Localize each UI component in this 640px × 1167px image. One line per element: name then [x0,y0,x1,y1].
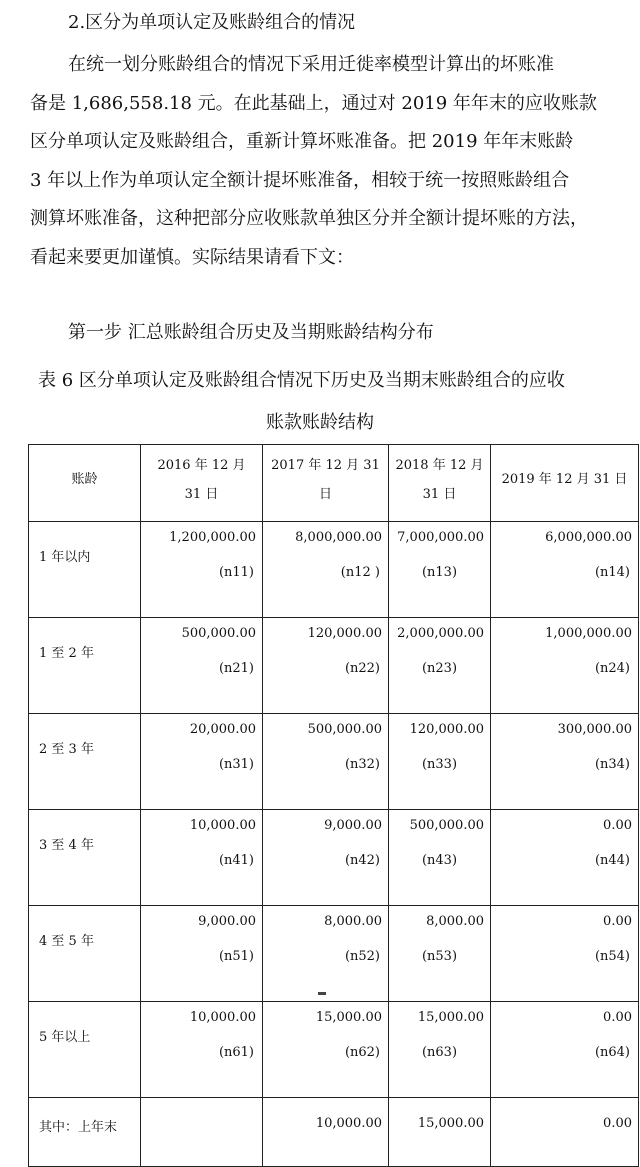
header-aging: 账龄 [29,445,141,522]
cell-code: (n41) [218,853,254,868]
cell-code: (n14) [594,565,630,580]
paragraph-line: 测算坏账准备，这种把部分应收账款单独区分并全额计提坏账的方法， [30,208,588,230]
paragraph-line: 备是 1,686,558.18 元。在此基础上，通过对 2019 年年末的应收账款 [30,92,597,114]
table-cell [389,906,491,1002]
cell-value: 0.00 [603,1116,632,1131]
cell-value: 500,000.00 [409,818,484,833]
cell-value: 1,000,000.00 [545,626,632,641]
cell-code: (n24) [594,661,630,676]
header-2016 [141,445,263,522]
cell-code: (n13) [421,565,458,580]
cell-code: (n64) [594,1045,630,1060]
table-cell [141,906,263,1002]
page-number-mark [318,992,326,995]
cell-value: 15,000.00 [417,1116,484,1131]
row-label: 4 至 5 年 [29,906,141,1002]
row-label: 5 年以上 [29,1002,141,1098]
cell-value: 20,000.00 [189,722,256,737]
cell-value: 9,000.00 [324,818,382,833]
body-paragraph [30,46,630,278]
table-cell [141,810,263,906]
cell-code: (n51) [218,949,254,964]
table-cell [141,1098,263,1167]
table-cell [491,810,639,906]
cell-code: (n53) [421,949,458,964]
table-row [29,522,639,618]
aging-structure-table [28,444,639,1167]
cell-code: (n44) [594,853,630,868]
row-label: 其中：上年末 [29,1098,141,1167]
row-label: 1 至 2 年 [29,618,141,714]
table-caption-continued: 账款账龄结构 [266,412,374,433]
cell-code: (n33) [421,757,458,772]
cell-code: (n54) [594,949,630,964]
table-header-row [29,445,639,522]
row-label: 2 至 3 年 [29,714,141,810]
row-label: 1 年以内 [29,522,141,618]
table-cell [389,714,491,810]
table-cell [491,1098,639,1167]
cell-value: 8,000.00 [426,914,484,929]
table-row [29,1002,639,1098]
cell-code: (n62) [344,1045,380,1060]
table-cell [141,1002,263,1098]
cell-code: (n63) [421,1045,458,1060]
paragraph-line: 看起来要更加谨慎。实际结果请看下文： [30,246,354,268]
row-label: 3 至 4 年 [29,810,141,906]
cell-code: (n34) [594,757,630,772]
cell-value: 6,000,000.00 [545,530,632,545]
cell-value: 10,000.00 [315,1116,382,1131]
cell-value: 15,000.00 [315,1010,382,1025]
cell-code: (n61) [218,1045,254,1060]
cell-value: 2,000,000.00 [397,626,484,641]
table-cell [263,906,389,1002]
table-row [29,714,639,810]
cell-value: 8,000,000.00 [295,530,382,545]
cell-value: 1,200,000.00 [169,530,256,545]
header-2018 [389,445,491,522]
section-heading: 2.区分为单项认定及账龄组合的情况 [68,12,356,33]
cell-code: (n21) [218,661,254,676]
cell-value: 10,000.00 [189,818,256,833]
cell-value: 10,000.00 [189,1010,256,1025]
cell-value: 15,000.00 [417,1010,484,1025]
cell-code: (n32) [344,757,380,772]
table-cell [263,522,389,618]
table-cell [389,1098,491,1167]
cell-value: 0.00 [603,1010,632,1025]
cell-code: (n23) [421,661,458,676]
table-cell [141,522,263,618]
table-cell [263,618,389,714]
table-cell [491,714,639,810]
cell-value [141,1098,262,1116]
header-line: 2016 年 12 月 [157,458,246,473]
cell-value: 500,000.00 [181,626,256,641]
table-cell [389,810,491,906]
header-line: 2017 年 12 月 31 [271,458,380,473]
header-2019: 2019 年 12 月 31 日 [491,445,639,522]
table-cell [491,618,639,714]
table-cell [263,1098,389,1167]
cell-code: (n11) [218,565,254,580]
table-row [29,618,639,714]
table-cell [141,714,263,810]
table-cell [491,906,639,1002]
header-line: 31 日 [184,487,219,502]
paragraph-line: 区分单项认定及账龄组合，重新计算坏账准备。把 2019 年年末账龄 [30,131,574,153]
table-cell [491,1002,639,1098]
cell-value: 120,000.00 [409,722,484,737]
cell-code: (n42) [344,853,380,868]
table-cell [263,714,389,810]
cell-code: (n43) [421,853,458,868]
cell-value: 9,000.00 [198,914,256,929]
table-cell [389,1002,491,1098]
cell-value: 8,000.00 [324,914,382,929]
header-line: 2018 年 12 月 [395,458,484,473]
table-cell [263,810,389,906]
cell-value: 7,000,000.00 [397,530,484,545]
cell-value: 500,000.00 [307,722,382,737]
cell-code: (n31) [218,757,254,772]
cell-code: (n52) [344,949,380,964]
header-line: 31 日 [422,487,457,502]
table-caption: 表 6 区分单项认定及账龄组合情况下历史及当期末账龄组合的应收 [38,370,565,391]
cell-value: 120,000.00 [307,626,382,641]
cell-value: 0.00 [603,818,632,833]
paragraph-line: 3 年以上作为单项认定全额计提坏账准备，相较于统一按照账龄组合 [30,169,570,191]
step-heading: 第一步 汇总账龄组合历史及当期账龄结构分布 [68,322,434,343]
paragraph-line: 在统一划分账龄组合的情况下采用迁徙率模型计算出的坏账准 [68,54,554,75]
table-cell [389,618,491,714]
header-2017 [263,445,389,522]
table-row [29,810,639,906]
table-cell [141,618,263,714]
table-cell [263,1002,389,1098]
cell-code: (n22) [344,661,380,676]
cell-value: 300,000.00 [557,722,632,737]
cell-code: (n12 ) [340,565,380,580]
header-line: 日 [318,487,332,502]
table-cell [389,522,491,618]
cell-value: 0.00 [603,914,632,929]
table-row [29,906,639,1002]
table-cell [491,522,639,618]
table-row-prior-year [29,1098,639,1167]
